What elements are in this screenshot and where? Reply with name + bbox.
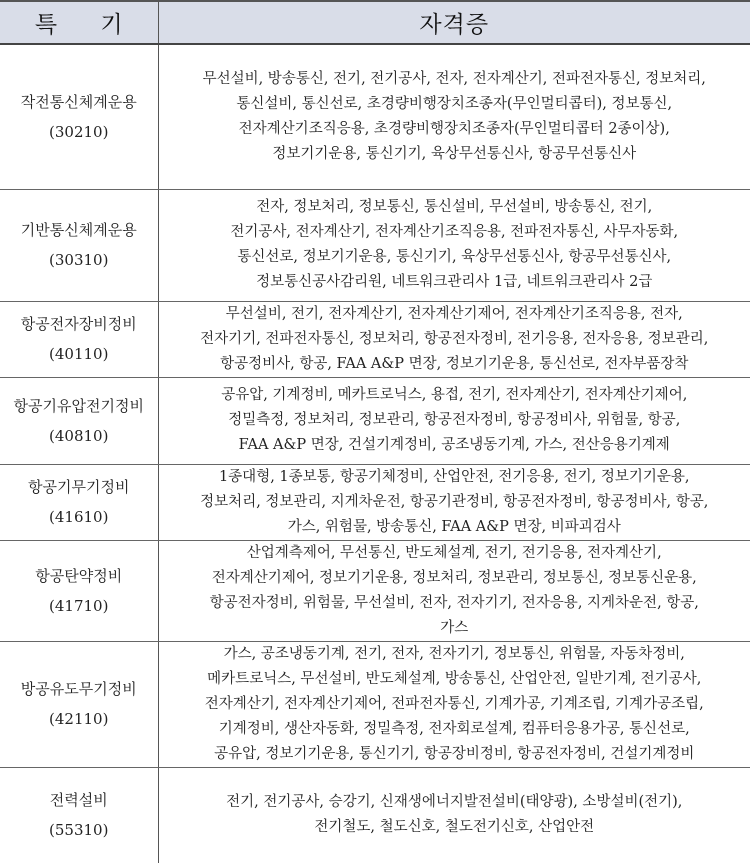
qualification-line: 항공전자정비, 위험물, 무선설비, 전자, 전자기기, 전자응용, 지게차운전, 항공, xyxy=(209,594,699,611)
specialty-name: 항공기무기정비 xyxy=(28,478,130,496)
qualification-line: 전기철도, 철도신호, 철도전기신호, 산업안전 xyxy=(314,819,595,836)
header-qualifications: 자격증 xyxy=(158,1,750,44)
qualification-line: 전자계산기, 전자계산기제어, 전파전자통신, 기계가공, 기계조립, 기계가공조립, xyxy=(204,695,704,712)
table-row xyxy=(0,377,750,464)
qualification-line: 전자계산기조직응용, 초경량비행장치조종자(무인멀티콥터 2종이상), xyxy=(238,120,670,137)
specialty-name: 전력설비 xyxy=(49,791,108,810)
qualifications-cell xyxy=(158,540,750,641)
qualification-line: 1종대형, 1종보통, 항공기체정비, 산업안전, 전기응용, 전기, 정보기기운용, xyxy=(218,468,690,485)
qualifications-cell xyxy=(158,641,750,767)
qualification-line: 정보통신공사감리원, 네트워크관리사 1급, 네트워크관리사 2급 xyxy=(256,274,653,290)
table-header-row xyxy=(0,1,750,44)
table-body xyxy=(0,44,750,863)
specialty-name: 항공전자장비정비 xyxy=(20,315,137,333)
specialty-name: 항공탄약정비 xyxy=(35,566,123,585)
table-row xyxy=(0,44,750,189)
qualification-line: FAA A&P 면장, 건설기계정비, 공조냉동기계, 가스, 전산응용기계제 xyxy=(238,437,670,453)
specialty-code: (42110) xyxy=(49,710,109,728)
table-row xyxy=(0,301,750,377)
qualifications-cell xyxy=(158,377,750,464)
specialty-cell xyxy=(0,44,158,189)
specialty-code: (41610) xyxy=(49,508,109,526)
qualification-line: 산업계측제어, 무선통신, 반도체설계, 전기, 전기응용, 전자계산기, xyxy=(246,544,662,561)
table-row xyxy=(0,767,750,863)
qualification-line: 가스, 위험물, 방송통신, FAA A&P 면장, 비파괴검사 xyxy=(287,518,621,535)
qualification-line: 공유압, 기계정비, 메카트로닉스, 용접, 전기, 전자계산기, 전자계산기제어, xyxy=(221,387,688,403)
specialty-cell xyxy=(0,464,158,540)
qualification-line: 항공정비사, 항공, FAA A&P 면장, 정보기기운용, 통신선로, 전자부품장착 xyxy=(220,355,689,372)
qualification-line: 무선설비, 전기, 전자계산기, 전자계산기제어, 전자계산기조직응용, 전자, xyxy=(225,305,683,322)
qualifications-cell xyxy=(158,301,750,377)
qualification-line: 전자기기, 전파전자통신, 정보처리, 항공전자정비, 전기응용, 전자응용, 정보관리, xyxy=(200,330,709,347)
table-row xyxy=(0,189,750,301)
qualification-line: 전자, 정보처리, 정보통신, 통신설비, 무선설비, 방송통신, 전기, xyxy=(256,199,653,215)
specialty-code: (30210) xyxy=(49,122,109,141)
qualifications-cell xyxy=(158,767,750,863)
qualification-line: 통신설비, 통신선로, 초경량비행장치조종자(무인멀티콥터), 정보통신, xyxy=(236,95,673,112)
qualification-line: 통신선로, 정보기기운용, 통신기기, 육상무선통신사, 항공무선통신사, xyxy=(237,249,672,265)
specialty-code: (30310) xyxy=(49,251,109,269)
qualification-line: 가스 xyxy=(440,619,469,636)
specialty-cell xyxy=(0,301,158,377)
specialty-code: (55310) xyxy=(49,821,109,840)
qualification-line: 무선설비, 방송통신, 전기, 전기공사, 전자, 전자계산기, 전파전자통신, 정보처리, xyxy=(202,70,706,87)
specialty-cell xyxy=(0,189,158,301)
specialty-name: 작전통신체계운용 xyxy=(20,92,137,111)
specialty-cell xyxy=(0,641,158,767)
table-row xyxy=(0,641,750,767)
qualification-line: 전기공사, 전자계산기, 전자계산기조직응용, 전파전자통신, 사무자동화, xyxy=(230,224,679,240)
specialty-code: (40110) xyxy=(49,345,109,363)
qualification-line: 정보기기운용, 통신기기, 육상무선통신사, 항공무선통신사 xyxy=(272,145,637,162)
specialty-code: (41710) xyxy=(49,596,109,615)
specialty-cell xyxy=(0,767,158,863)
specialty-name: 방공유도무기정비 xyxy=(20,680,137,698)
qualification-line: 가스, 공조냉동기계, 전기, 전자, 전자기기, 정보통신, 위험물, 자동차정비, xyxy=(223,645,685,662)
table-row xyxy=(0,464,750,540)
table-row xyxy=(0,540,750,641)
qualifications-cell xyxy=(158,189,750,301)
header-specialty: 특 기 xyxy=(0,1,158,44)
qualification-line: 전기, 전기공사, 승강기, 신재생에너지발전설비(태양광), 소방설비(전기), xyxy=(226,794,683,811)
specialty-name: 항공기유압전기정비 xyxy=(13,396,144,415)
qualification-line: 정밀측정, 정보처리, 정보관리, 항공전자정비, 항공정비사, 위험물, 항공, xyxy=(228,412,681,428)
qualification-line: 정보처리, 정보관리, 지게차운전, 항공기관정비, 항공전자정비, 항공정비사, 항공, xyxy=(200,493,709,510)
specialty-cell xyxy=(0,540,158,641)
qualification-line: 공유압, 정보기기운용, 통신기기, 항공장비정비, 항공전자정비, 건설기계정비 xyxy=(214,745,695,762)
qualification-line: 기계정비, 생산자동화, 정밀측정, 전자회로설계, 컴퓨터응용가공, 통신선로, xyxy=(218,720,690,737)
qualification-line: 전자계산기제어, 정보기기운용, 정보처리, 정보관리, 정보통신, 정보통신운용, xyxy=(211,569,697,586)
qualifications-cell xyxy=(158,464,750,540)
qualifications-cell xyxy=(158,44,750,189)
specialty-cell xyxy=(0,377,158,464)
qualification-line: 메카트로닉스, 무선설비, 반도체설계, 방송통신, 산업안전, 일반기계, 전기공사, xyxy=(207,670,702,687)
specialty-code: (40810) xyxy=(49,426,109,445)
specialty-name: 기반통신체계운용 xyxy=(20,221,137,239)
